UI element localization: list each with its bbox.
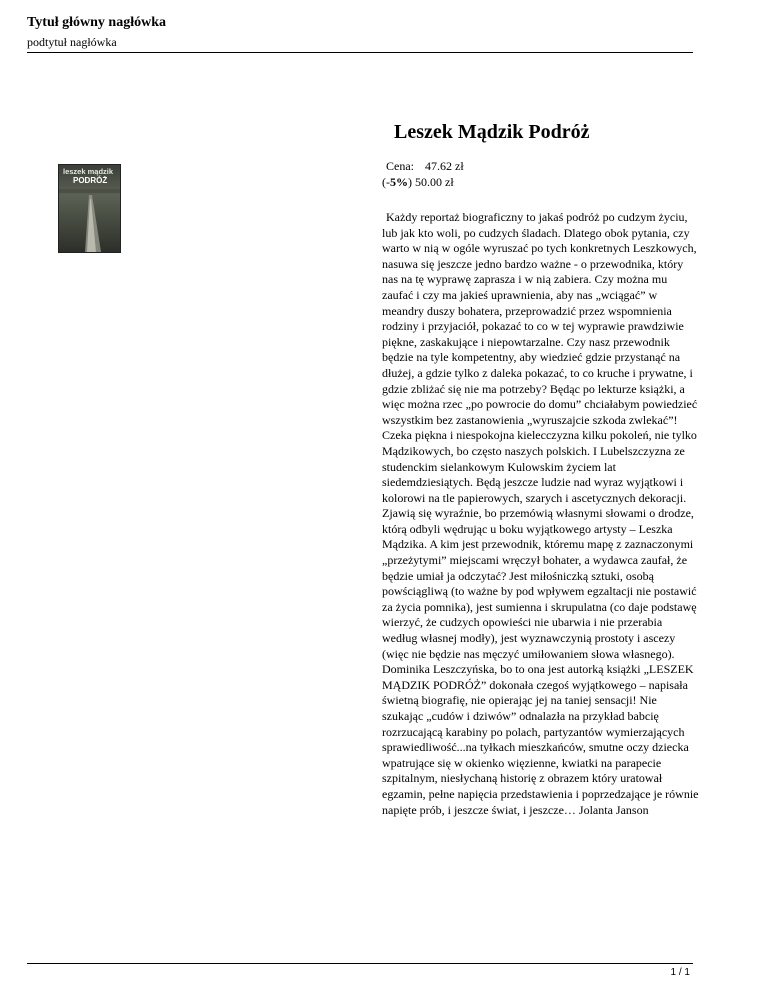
discount-close: ) — [408, 175, 412, 189]
page-header — [27, 14, 727, 50]
header-divider — [27, 52, 693, 53]
discount-open: (- — [382, 175, 390, 189]
footer-divider — [27, 963, 693, 964]
header-subtitle: podtytuł nagłówka — [27, 35, 117, 49]
discount-badge: 5% — [390, 175, 408, 189]
header-title: Tytuł główny nagłówka — [27, 15, 166, 30]
book-title: Leszek Mądzik Podróż — [394, 121, 590, 143]
old-price-line — [382, 174, 454, 190]
price-label: Cena: — [386, 159, 414, 173]
cover-author-text: leszek mądzik — [63, 167, 114, 176]
price-line — [382, 158, 464, 174]
book-description: Każdy reportaż biograficzny to jakaś podróż po cudzym życiu, lub jak kto woli, po cudzych śladach. Dlatego obok pytania, czy warto w nią w ogóle wyruszać po tych konkretnych Leszkowych, nasuwa się jeszcze jedno bardzo ważne - o przewodnika, który nas na tę wyprawę zaprasza i w nią zabiera. Czy można mu zaufać i czy ma jakieś uprawnienia, aby nas „wciągać” w meandry duszy bohatera, przeprowadzić przez wspomnienia rodziny i przyjaciół, pokazać to co w tej wyprawie prawdziwie piękne, zaskakujące i niepowtarzalne. Czy nasz przewodnik będzie na tyle kompetentny, aby wiedzieć gdzie przystanąć na dłużej, a gdzie tylko z daleka pokazać, to co kruche i prywatne, i gdzie zbliżać się nie ma potrzeby? Będąc po lekturze książki, a więc można rzec „po powrocie do domu” chciałabym powiedzieć wszystkim bez zastanowienia „wyruszajcie szkoda zwlekać”! Czeka piękna i niespokojna kielecczyzna kilku pokoleń, nie tylko Mądzikowych, bo często naszych polskich. I Lubelszczyzna ze studenckim sielankowym Kulowskim życiem lat siedemdziesiątych. Będą jeszcze ludzie nad wyraz wyjątkowi i kolorowi na tle papierowych, szarych i ascetycznych dekoracji. Zjawią się wyraźnie, bo przemówią własnymi słowami o drodze, którą odbyli wędrując u boku wyjątkowego artysty – Leszka Mądzika. A kim jest przewodnik, któremu mapę z zaznaczonymi „przeżytymi” miejscami wręczył bohater, a wydawca zaufał, że będzie umiał ja odczytać? Jest miłośniczką sztuki, osobą powściągliwą (to ważne by pod wpływem egzaltacji nie postawić za życia pomnika), jest sumienna i skrupulatna (co daje podstawę wierzyć, że cudzych opowieści nie ubarwia i nie przerabia według własnej modły), jest wyznawczynią prostoty i ascezy (więc nie będzie nas męczyć umiłowaniem słowa własnego). Dominika Leszczyńska, bo to ona jest autorką książki „LESZEK MĄDZIK PODRÓŻ” dokonała czegoś wyjątkowego – napisała świetną biografię, nie opierając jej na taniej sensacji! Nie szukając „cudów i dziwów” odnalazła na przykład babcię rozrzucającą karabiny po polach, partyzantów wymierzających sprawiedliwość...na tyłkach mieszkańców, smutne oczy dziecka wpatrujące się w okienko więzienne, kwiatki na parapecie szpitalnym, niesłychaną historię z obrazem który uratował egzamin, pełne napięcia przedstawienia i poprzedzające je równie napięte prób, i jeszcze świat, i jeszcze… Jolanta Janson — [382, 210, 699, 817]
cover-title-text: PODRÓŻ — [73, 176, 108, 185]
old-price-value: 50.00 zł — [415, 175, 454, 189]
page-number: 1 / 1 — [670, 967, 690, 978]
price-value: 47.62 zł — [425, 159, 464, 173]
book-cover-image — [58, 164, 121, 253]
